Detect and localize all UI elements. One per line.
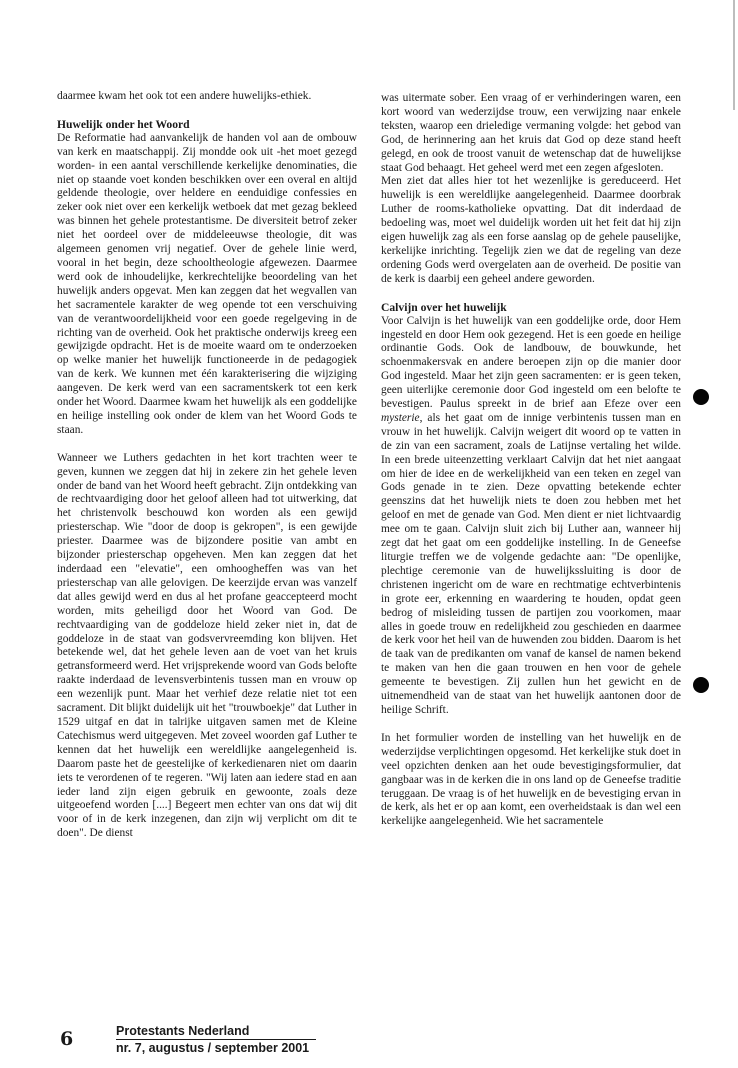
text-run: , als het gaat om de innige verbintenis tussen man en vrouw in het huwelijk. Calvijn weigert dit woord op te vatten in de zin van een sacrament, zoals de Latijnse vertaling het wilde. In een brede uiteenzetting verklaart Calvijn dat het niet aangaat om hier de idee en de werkelijkheid van een teken en zegel van Gods genade in te zien. Deze opvatting betekende echter geenszins dat het huwelijk niets te doen zou hebben met het geloof en met de genade van God. Men dient er niet lichtvaardig mee om te gaan. Calvijn sluit zich bij Luther aan, wanneer hij zegt dat het gaat om een goddelijke instelling. In de Geneefse liturgie treffen we de volgende gedachte aan: "De openlijke, plechtige ceremonie van de huwelijkssluiting is door de christenen ingericht om de ware en rechtmatige echtverbintenis in grote eer, erkenning en waardering te houden, opdat geen bedrog of misleiding tussen de partijen zou voorkomen, maar alles in goede trouw en redelijkheid zou geschieden en daarmee de kerk voor het heil van de huwenden zou bidden. Daarom is het de taak van de predikanten om vanaf de kansel de namen bekend te maken van hen die gaan trouwen en hen voor de gehele gemeente te bevestigen. Zij zullen hun het gewicht en de uitnemendheid van de staat van het huwelijk aantonen door de heilige Schrift. (381, 411, 681, 716)
scan-edge-line (733, 0, 735, 110)
text-run: Voor Calvijn is het huwelijk van een goddelijke orde, door Hem ingesteld en door Hem ook gezegend. Het is een goede en heilige ordinantie Gods. Ook de landbouw, de bouwkunde, het schoenmakersvak en andere beroepen zijn op die manier door God ingesteld. Maar het zijn geen sacramenten: er is geen teken, geen uiterlijke ceremonie door God ingesteld om een belofte te bevestigen. Paulus spreekt in de brief aan Efeze over een (381, 314, 681, 411)
body-paragraph (381, 315, 681, 718)
body-paragraph: De Reformatie had aanvankelijk de handen vol aan de ombouw van kerk en maatschappij. Zij mondde ook uit -het moet gezegd worden- in een aantal verschillende kerkelijke denominaties, die niet op staande voet konden beschikken over een overal en altijd geldende theologie, over heldere en eenduidige confessies en zeker ook niet over een kerkelijk wetboek dat met gezag bekleed was binnen het gehele protestantisme. De diversiteit betrof zeker niet het oordeel over de middeleeuwse theologie, dit was algemeen genomen vrij negatief. Over de gehele linie werd, vooral in het begin, deze schooltheologie afgewezen. Daarmee werd ook de inhoudelijke, kerkrechtelijke beoordeling van het huwelijk anders opgevat. Men kan zeggen dat het wegvallen van het sacramentele karakter de weg opende tot een verschuiving van de verantwoordelijkheid voor een goede regelgeving in de richting van de overheid. Ook het praktische onderwijs kreeg een gewijzigde opdracht. Het is de moeite waard om te onderzoeken op welke manier het huwelijk functioneerde in de pedagogiek van de kerk. We kunnen met één karakterisering die wijziging aangeven. De kerk werd van een sacramentskerk tot een kerk onder het Woord. Daarmee kwam het huwelijk als een goddelijke en heilige instelling ook onder de klem van het Woord Gods te staan. (57, 131, 357, 436)
punch-hole-icon (693, 389, 709, 405)
body-paragraph: In het formulier worden de instelling van het huwelijk en de wederzijdse verplichtingen opgesomd. Het kerkelijke stuk doet in veel opzichten denken aan het oude bevestigingsformulier, dat gangbaar was in de kerken die in ons land op de Geneefse traditie teruggaan. De vraag is of het huwelijk en de bevestiging ervan in de kerk, als het er op aan komt, een overheidstaak is dan wel een kerkelijke aangelegenheid. Wie het sacramentele (381, 731, 681, 828)
italic-term: mysterie (381, 411, 420, 424)
body-paragraph: Men ziet dat alles hier tot het wezenlijke is gereduceerd. Het huwelijk is een wereldlijke aangelegenheid. Daarmee doorbrak Luther de rooms-katholieke opvatting. Dat dit inderdaad de bedoeling was, moet wel duidelijk worden uit het feit dat hij zijn eigen huwelijk zag als een forse aanslag op de gehele pauselijke, kerkelijke inrichting. Tegelijk zien we dat de regeling van deze ordening Gods werd overgelaten aan de overheid. De positie van de kerk is daarbij een geheel andere geworden. (381, 175, 681, 285)
issue-info: nr. 7, augustus / september 2001 (116, 1041, 310, 1055)
journal-title: Protestants Nederland (116, 1024, 316, 1040)
punch-hole-icon (693, 677, 709, 693)
body-paragraph: Wanneer we Luthers gedachten in het kort trachten weer te geven, kunnen we zeggen dat hij in zekere zin het gehele leven onder de band van het Woord heeft gebracht. Zijn ontdekking van de rechtvaardiging door het geloof alleen had tot uitwerking, dat het christenvolk beschouwd kon worden als een gewijd priesterschap. Wie "door de doop is gekropen", is een gewijde priester. Daarmee was de bijzondere positie van ambt en bijzonder priesterschap opgeheven. Men kan zeggen dat het inderdaad een "elevatie", een omhoogheffen was van het priesterschap van alle gelovigen. De keerzijde ervan was vanzelf dat alles gewijd werd en dus al het profane geaccepteerd mocht worden, mits geheiligd door het Woord van God. De rechtvaardiging van de goddeloze hield zeker niet in, dat de goddeloze in de staat van godsvervreemding kon blijven. Het betekende wel, dat het gehele leven aan de voet van het kruis getransformeerd werd. Het vrijsprekende woord van Gods belofte raakte inderdaad de levensverbintenis tussen man en vrouw op een wezenlijk punt. Maar het verhief deze relatie niet tot een sacrament. Dit blijkt duidelijk uit het "trouwboekje" dat Luther in 1529 uitgaf en dat in talrijke uitgaven samen met de Kleine Catechismus werd uitgegeven. Met zoveel woorden gaf Luther te kennen dat het huwelijk een wereldlijke aangelegenheid is. Daarom paste het de geestelijke of kerkedienaren niet om daarin iets te verordenen of te regeren. "Wij laten aan iedere stad en aan ieder land zijn eigen gebruik en gewoonte, zoals deze uitgeoefend worden [....] Begeert men echter van ons dat wij dit voor of in de kerk inzegenen, dan zijn wij verplicht om dit te doen". De dienst (57, 451, 357, 840)
intro-paragraph: daarmee kwam het ook tot een andere huwelijks-ethiek. (57, 90, 312, 102)
body-paragraph: was uitermate sober. Een vraag of er verhinderingen waren, een kort woord van wederzijdse trouw, een verwijzing naar enkele teksten, waarop een drieledige vermaning volgde: het gebod van God, de herinnering aan het kruis dat God op deze stand heeft gelegd, en ook de troost vanuit de wetenschap dat de huwelijkse staat God behaagt. Het geheel werd met een zegen afgesloten. (381, 92, 681, 174)
section-heading-calvijn-over-het-huwelijk: Calvijn over het huwelijk (381, 300, 507, 314)
left-column (57, 90, 357, 841)
section-heading-huwelijk-onder-het-woord: Huwelijk onder het Woord (57, 117, 190, 131)
right-column (381, 92, 681, 829)
page-number: 6 (60, 1028, 74, 1050)
